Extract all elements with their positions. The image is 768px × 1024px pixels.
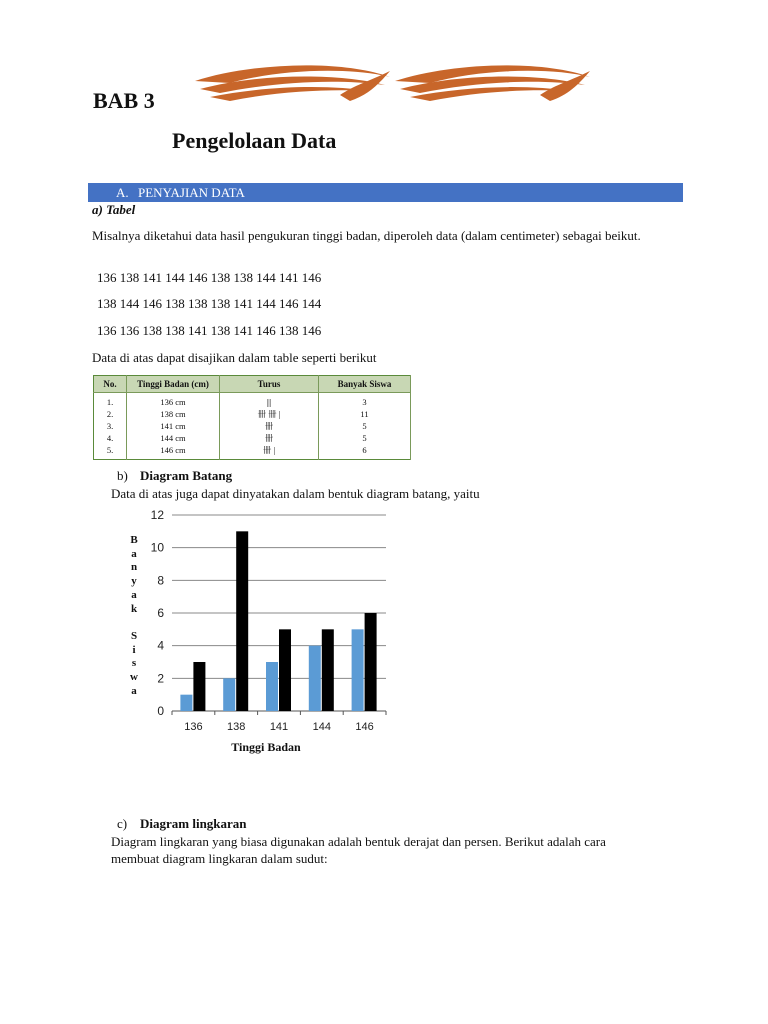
x-tick-label: 146 bbox=[355, 721, 374, 733]
y-tick-label: 2 bbox=[157, 671, 164, 686]
section-b-text: Data di atas juga dapat dinyatakan dalam bentuk diagram batang, yaitu bbox=[111, 486, 480, 501]
bar bbox=[309, 646, 321, 711]
bar bbox=[223, 678, 235, 711]
y-tick-label: 12 bbox=[150, 508, 164, 522]
frequency-table bbox=[93, 375, 411, 460]
y-axis-label-char: a bbox=[131, 588, 137, 601]
table-cell: 5. bbox=[94, 444, 127, 460]
y-tick-label: 10 bbox=[150, 540, 164, 555]
page-title: Pengelolaan Data bbox=[172, 128, 337, 153]
table-header-cell: Tinggi Badan (cm) bbox=[127, 376, 220, 393]
table-intro: Data di atas dapat disajikan dalam table seperti berikut bbox=[92, 350, 377, 365]
intro-paragraph: Misalnya diketahui data hasil pengukuran tinggi badan, diperoleh data (dalam centimeter) sebagai beikut. bbox=[92, 228, 641, 243]
y-axis-label-char: w bbox=[130, 671, 138, 684]
x-tick-label: 144 bbox=[312, 721, 331, 733]
y-axis-label-char: B bbox=[130, 534, 138, 546]
table-row bbox=[94, 408, 411, 420]
table-row bbox=[94, 393, 411, 409]
table-header-cell: Turus bbox=[220, 376, 319, 393]
section-c-text-line-2: membuat diagram lingkaran dalam sudut: bbox=[111, 851, 328, 866]
y-tick-label: 6 bbox=[157, 606, 164, 620]
table-row bbox=[94, 432, 411, 444]
y-tick-label: 4 bbox=[157, 638, 164, 653]
table-cell: 3 bbox=[319, 393, 411, 409]
table-cell: 146 cm bbox=[127, 444, 220, 460]
bar bbox=[279, 629, 291, 711]
x-tick-label: 141 bbox=[269, 721, 289, 733]
header-decoration-logo bbox=[190, 55, 600, 115]
swoosh-left bbox=[195, 65, 390, 101]
bar-chart bbox=[130, 505, 400, 760]
y-axis-label-char bbox=[127, 616, 141, 630]
table-header-cell: No. bbox=[94, 376, 127, 393]
table-cell: 4. bbox=[94, 432, 127, 444]
table-cell: 136 cm bbox=[127, 393, 220, 409]
table-cell: 卌 卌 | bbox=[220, 408, 319, 420]
table-cell: 6 bbox=[319, 444, 411, 460]
data-row-3: 136 136 138 138 141 138 141 146 138 146 bbox=[97, 323, 322, 338]
bar bbox=[365, 613, 377, 711]
table-row bbox=[94, 444, 411, 460]
table-cell: 5 bbox=[319, 432, 411, 444]
table-cell: 144 cm bbox=[127, 432, 220, 444]
y-axis-label-char: k bbox=[130, 602, 138, 615]
y-axis-label-char: s bbox=[131, 657, 137, 670]
x-tick-label: 136 bbox=[184, 721, 203, 733]
y-axis-label-char: S bbox=[130, 629, 138, 642]
bar bbox=[236, 531, 248, 711]
y-tick-label: 8 bbox=[157, 573, 164, 588]
table-cell: 138 cm bbox=[127, 408, 220, 420]
table-row bbox=[94, 420, 411, 432]
bar bbox=[180, 695, 192, 711]
y-axis-label-char: a bbox=[131, 684, 137, 697]
table-cell: 141 cm bbox=[127, 420, 220, 432]
section-banner-label: PENYAJIAN DATA bbox=[138, 185, 245, 200]
y-axis-label-char: i bbox=[132, 643, 136, 656]
y-axis-label-char: n bbox=[130, 561, 138, 574]
y-tick-label: 0 bbox=[157, 704, 164, 718]
section-b-label: b) bbox=[117, 468, 128, 483]
table-cell: 卌 | bbox=[220, 444, 319, 460]
table-cell: 2. bbox=[94, 408, 127, 420]
chart-x-axis-label: Tinggi Badan bbox=[231, 740, 301, 754]
chart-y-axis-label bbox=[127, 534, 141, 698]
table-cell: 卌 bbox=[220, 432, 319, 444]
bar bbox=[193, 662, 205, 711]
table-header-row bbox=[94, 376, 411, 393]
section-banner-number: A. bbox=[116, 185, 129, 200]
table-cell: ||| bbox=[220, 393, 319, 409]
bar bbox=[322, 629, 334, 711]
table-cell: 卌 bbox=[220, 420, 319, 432]
subsection-a-title: a) Tabel bbox=[92, 202, 136, 217]
swoosh-right bbox=[395, 65, 590, 101]
y-axis-label-char: y bbox=[131, 575, 137, 588]
bar bbox=[352, 629, 364, 711]
chapter-label: BAB 3 bbox=[93, 88, 155, 113]
table-header-cell: Banyak Siswa bbox=[319, 376, 411, 393]
table-cell: 11 bbox=[319, 408, 411, 420]
section-c-text-line-1: Diagram lingkaran yang biasa digunakan adalah bentuk derajat dan persen. Berikut adalah cara bbox=[111, 834, 606, 849]
x-tick-label: 138 bbox=[227, 721, 246, 733]
section-banner bbox=[88, 183, 683, 202]
data-row-2: 138 144 146 138 138 138 141 144 146 144 bbox=[97, 296, 322, 311]
table-cell: 1. bbox=[94, 393, 127, 409]
data-row-1: 136 138 141 144 146 138 138 144 141 146 bbox=[97, 270, 322, 285]
section-c-label: c) bbox=[117, 816, 128, 831]
bar bbox=[266, 662, 278, 711]
table-cell: 5 bbox=[319, 420, 411, 432]
section-b-title: Diagram Batang bbox=[140, 468, 233, 483]
y-axis-label-char: a bbox=[131, 547, 137, 560]
table-cell: 3. bbox=[94, 420, 127, 432]
section-c-title: Diagram lingkaran bbox=[140, 816, 247, 831]
